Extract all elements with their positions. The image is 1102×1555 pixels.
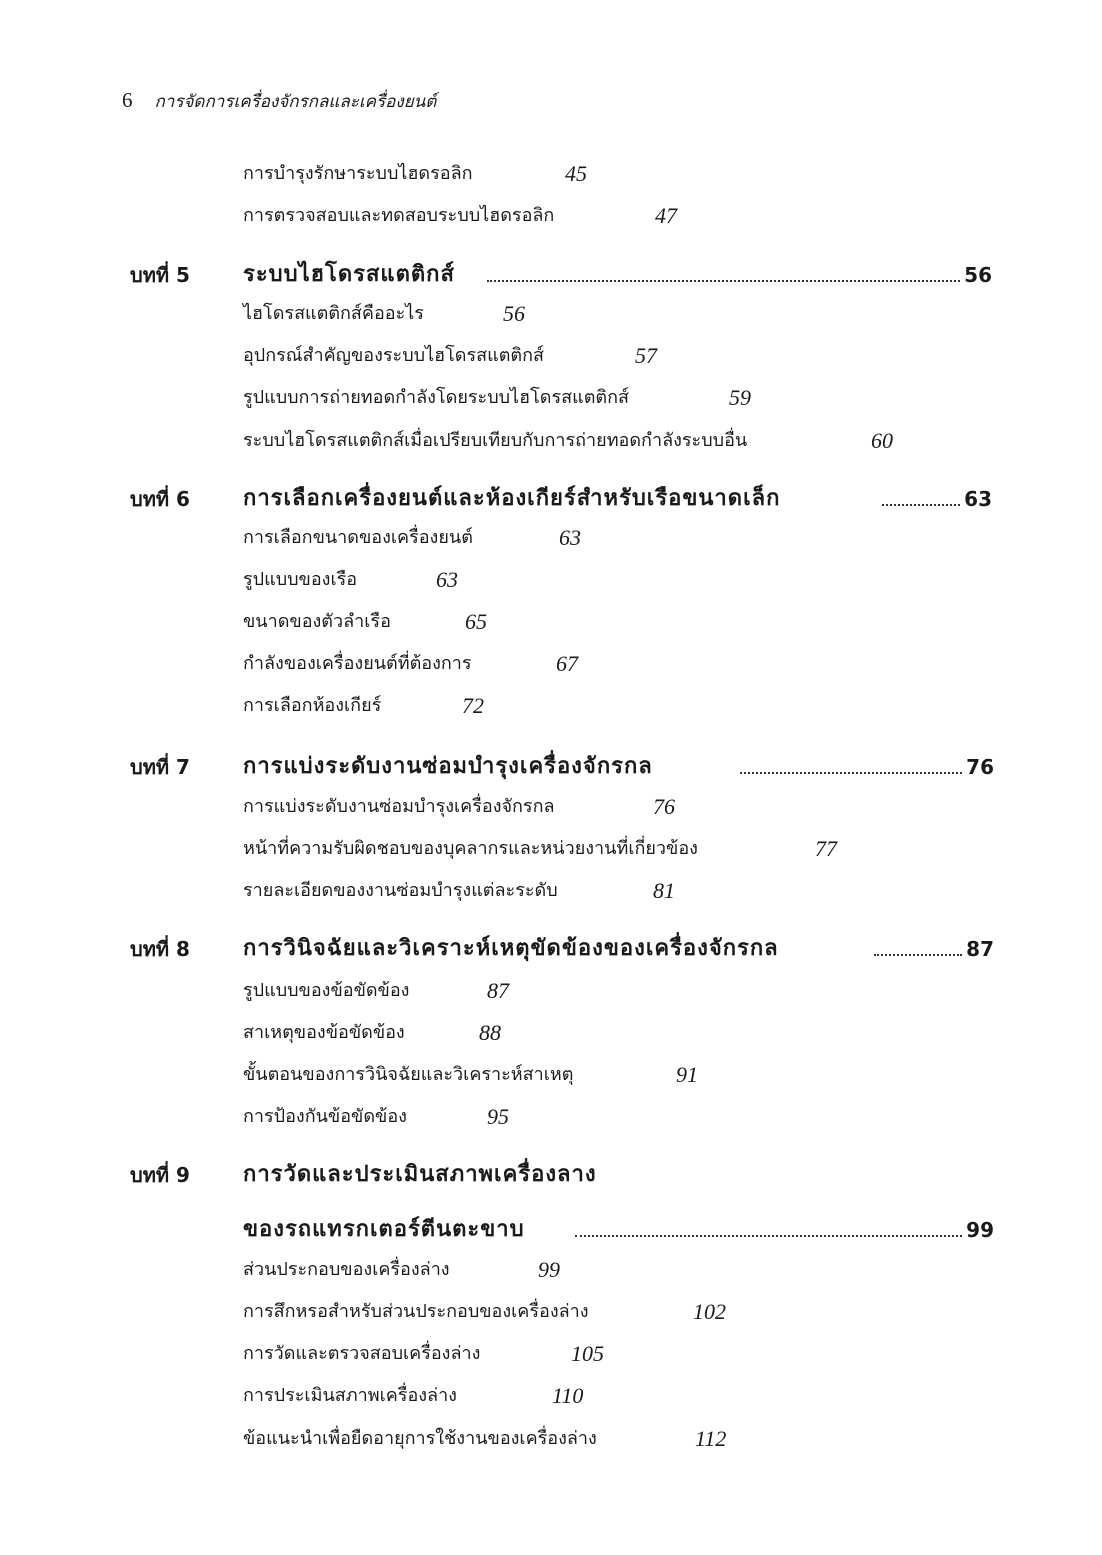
chapter-leader: [882, 481, 992, 517]
toc-entry-page: 91: [676, 1062, 698, 1087]
toc-entry-title: ข้อแนะนำเพื่อยืดอายุการใช้งานของเครื่องล่าง: [243, 1428, 597, 1449]
toc-entry: [243, 158, 587, 190]
toc-entry-title: ขนาดของตัวลำเรือ: [243, 611, 391, 632]
toc-entry-page: 57: [635, 343, 657, 368]
chapter-leader: [487, 257, 992, 293]
chapter-heading: [130, 931, 994, 967]
toc-entry-page: 63: [436, 567, 458, 592]
toc-entry: [243, 425, 893, 457]
chapter-label: บทที่ 7: [130, 755, 190, 779]
toc-entry-title: ขั้นตอนของการวินิจฉัยและวิเคราะห์สาเหตุ: [243, 1064, 574, 1085]
toc-entry-page: 76: [653, 794, 675, 819]
toc-entry-title: การแบ่งระดับงานซ่อมบำรุงเครื่องจักรกล: [243, 796, 555, 817]
toc-entry: [243, 833, 837, 865]
chapter-heading: [130, 1157, 994, 1193]
toc-entry-title: การป้องกันข้อขัดข้อง: [243, 1106, 407, 1127]
toc-entry: [243, 340, 657, 372]
toc-entry-page: 105: [571, 1341, 604, 1366]
book-title: การจัดการเครื่องจักรกลและเครื่องยนต์: [154, 92, 437, 112]
chapter-heading: [130, 481, 992, 517]
chapter-page: 56: [964, 263, 992, 287]
toc-entry-page: 99: [538, 1257, 560, 1282]
toc-entry: [243, 1101, 509, 1133]
toc-entry-page: 60: [871, 428, 893, 453]
toc-entry-page: 88: [479, 1020, 501, 1045]
toc-entry: [243, 1338, 604, 1370]
toc-entry-title: การเลือกขนาดของเครื่องยนต์: [243, 527, 473, 548]
chapter-page: 76: [966, 755, 994, 779]
chapter-label: บทที่ 5: [130, 263, 190, 287]
toc-entry-page: 77: [815, 836, 837, 861]
toc-entry-page: 95: [487, 1104, 509, 1129]
toc-entry-page: 65: [465, 609, 487, 634]
toc-entry-title: หน้าที่ความรับผิดชอบของบุคลากรและหน่วยงานที่เกี่ยวข้อง: [243, 838, 698, 859]
toc-entry: [243, 648, 578, 680]
toc-entry: [243, 791, 675, 823]
toc-entry-title: รูปแบบของข้อขัดข้อง: [243, 980, 410, 1001]
toc-entry-title: การเลือกห้องเกียร์: [243, 695, 382, 716]
toc-entry: [243, 606, 487, 638]
toc-entry-title: กำลังของเครื่องยนต์ที่ต้องการ: [243, 653, 472, 674]
chapter-heading: [130, 257, 992, 293]
toc-entry: [243, 1017, 501, 1049]
toc-entry-title: รูปแบบของเรือ: [243, 569, 358, 590]
toc-entry-page: 47: [655, 203, 677, 228]
toc-entry: [243, 1423, 727, 1455]
dot-leader: [575, 1213, 962, 1237]
chapter-leader: [575, 1212, 994, 1248]
chapter-leader: [874, 931, 994, 967]
page-number: 6: [122, 88, 133, 112]
dot-leader: [874, 932, 962, 956]
toc-entry-title: สาเหตุของข้อขัดข้อง: [243, 1022, 405, 1043]
chapter-page: 63: [964, 487, 992, 511]
toc-entry-title: รูปแบบการถ่ายทอดกำลังโดยระบบไฮโดรสแตติกส์: [243, 387, 629, 408]
toc-entry-page: 45: [565, 161, 587, 186]
toc-entry-title: ระบบไฮโดรสแตติกส์เมื่อเปรียบเทียบกับการถ่ายทอดกำลังระบบอื่น: [243, 430, 748, 451]
toc-entry-title: การตรวจสอบและทดสอบระบบไฮดรอลิก: [243, 205, 555, 226]
toc-entry-title: รายละเอียดของงานซ่อมบำรุงแต่ละระดับ: [243, 880, 558, 901]
toc-entry: [243, 1296, 726, 1328]
chapter-title: ระบบไฮโดรสแตติกส์: [243, 262, 455, 287]
chapter-leader: [740, 749, 994, 785]
chapter-page: 87: [966, 937, 994, 961]
toc-entry-title: ไฮโดรสแตติกส์คืออะไร: [243, 303, 424, 324]
toc-entry-title: การประเมินสภาพเครื่องล่าง: [243, 1385, 457, 1406]
toc-entry-title: การวัดและตรวจสอบเครื่องล่าง: [243, 1343, 481, 1364]
chapter-title: การวัดและประเมินสภาพเครื่องลาง: [243, 1162, 597, 1187]
toc-entry: [243, 975, 509, 1007]
toc-entry-page: 63: [559, 525, 581, 550]
toc-entry: [243, 1059, 698, 1091]
dot-leader: [882, 482, 960, 506]
chapter-heading: [130, 749, 994, 785]
chapter-label: บทที่ 6: [130, 487, 190, 511]
dot-leader: [740, 750, 962, 774]
toc-entry: [243, 382, 751, 414]
toc-entry-page: 87: [487, 978, 509, 1003]
toc-entry-page: 110: [552, 1383, 584, 1408]
toc-entry-page: 102: [693, 1299, 726, 1324]
toc-entry-title: การสึกหรอสำหรับส่วนประกอบของเครื่องล่าง: [243, 1301, 589, 1322]
dot-leader: [487, 258, 960, 282]
chapter-page: 99: [966, 1218, 994, 1242]
toc-entry: [243, 1254, 560, 1286]
chapter-title: การเลือกเครื่องยนต์และห้องเกียร์สำหรับเรือขนาดเล็ก: [243, 486, 781, 511]
toc-entry-page: 81: [653, 878, 675, 903]
toc-entry: [243, 200, 677, 232]
toc-entry-page: 67: [556, 651, 578, 676]
chapter-title-line2: ของรถแทรกเตอร์ตีนตะขาบ: [243, 1217, 525, 1242]
chapter-label: บทที่ 8: [130, 937, 190, 961]
toc-entry-title: ส่วนประกอบของเครื่องล่าง: [243, 1259, 450, 1280]
chapter-title: การวินิจฉัยและวิเคราะห์เหตุขัดข้องของเครื่องจักรกล: [243, 936, 779, 961]
chapter-title: การแบ่งระดับงานซ่อมบำรุงเครื่องจักรกล: [243, 754, 653, 779]
toc-entry-title: อุปกรณ์สำคัญของระบบไฮโดรสแตติกส์: [243, 345, 544, 366]
running-head: [122, 88, 436, 115]
chapter-label: บทที่ 9: [130, 1163, 190, 1187]
toc-entry-title: การบำรุงรักษาระบบไฮดรอลิก: [243, 163, 473, 184]
toc-entry: [243, 522, 581, 554]
toc-entry: [243, 690, 484, 722]
toc-entry-page: 59: [729, 385, 751, 410]
toc-entry: [243, 298, 525, 330]
chapter-heading-continued: [130, 1212, 994, 1248]
toc-entry: [243, 564, 458, 596]
toc-entry: [243, 875, 675, 907]
toc-entry-page: 56: [503, 301, 525, 326]
toc-entry: [243, 1380, 584, 1412]
toc-entry-page: 112: [695, 1426, 727, 1451]
toc-entry-page: 72: [462, 693, 484, 718]
